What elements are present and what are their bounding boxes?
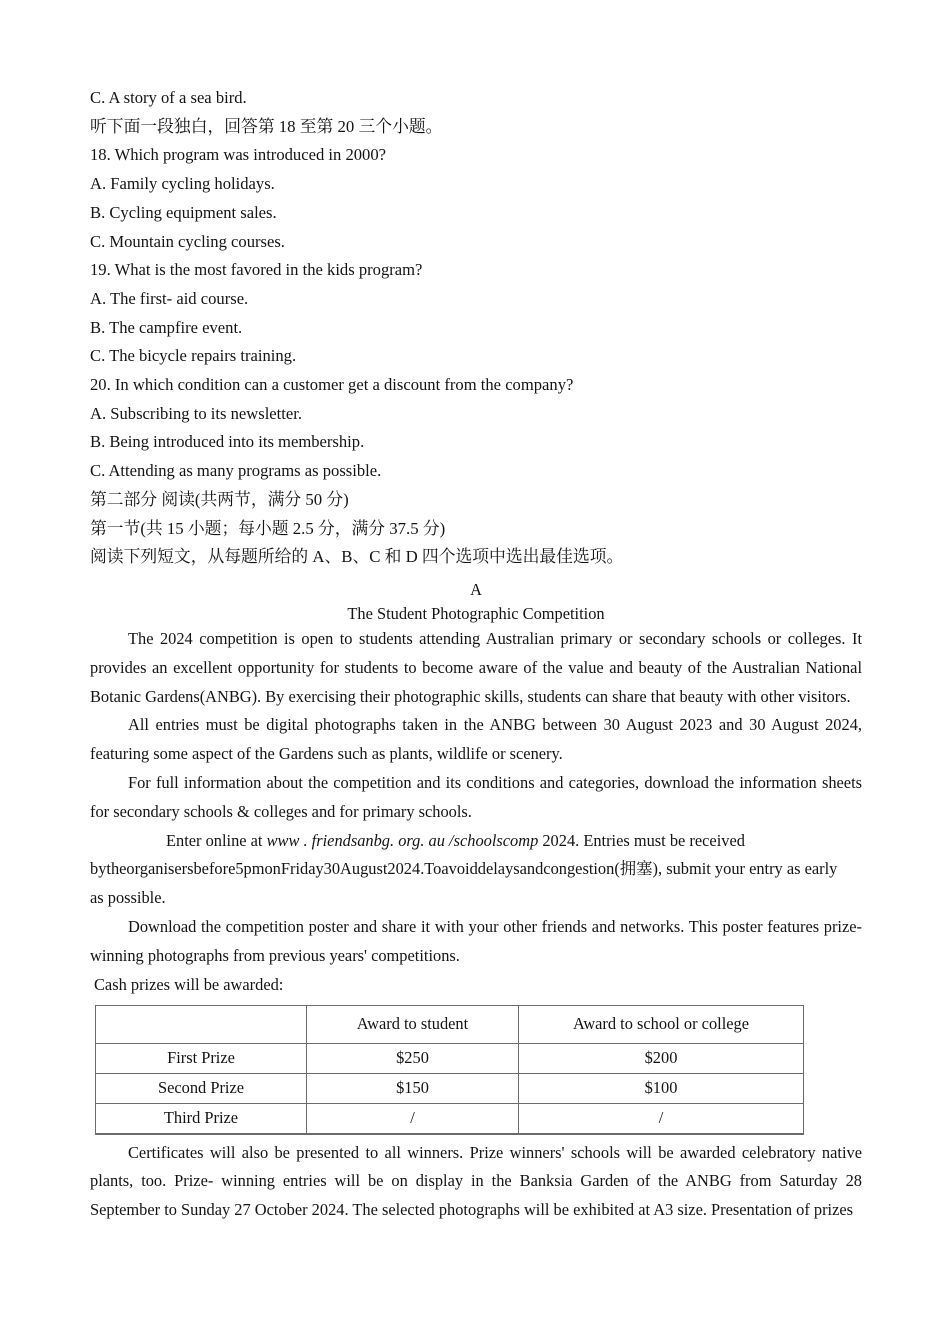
monologue-instruction: 听下面一段独白，回答第 18 至第 20 三个小题。 bbox=[90, 116, 443, 136]
enter-online-after-url: 2024. Entries must be received bbox=[538, 830, 745, 850]
prize-school-first: $200 bbox=[519, 1043, 804, 1073]
reading-instruction: 阅读下列短文，从每题所给的 A、B、C 和 D 四个选项中选出最佳选项。 bbox=[90, 547, 624, 567]
question-19-option-a: A. The first- aid course. bbox=[90, 288, 249, 308]
prize-table-wrapper bbox=[95, 1005, 862, 1135]
question-19-option-c: C. The bicycle repairs training. bbox=[90, 346, 297, 366]
poster-paragraph: Download the competition poster and share it with your other friends and networks. This poster features prize-winning photographs from previous years' competitions. bbox=[90, 916, 862, 965]
passage-letter: A bbox=[470, 579, 482, 599]
question-18-option-a: A. Family cycling holidays. bbox=[90, 174, 275, 194]
page-content bbox=[90, 84, 862, 1225]
prize-school-third: / bbox=[519, 1103, 804, 1134]
prize-student-second: $150 bbox=[307, 1073, 519, 1103]
enter-online-lead: Enter online at bbox=[166, 830, 267, 850]
cash-prizes-lead: Cash prizes will be awarded: bbox=[94, 974, 284, 994]
prize-school-second: $100 bbox=[519, 1073, 804, 1103]
table-header-empty bbox=[96, 1005, 307, 1043]
question-18-stem: 18. Which program was introduced in 2000? bbox=[90, 145, 387, 165]
question-20-stem: 20. In which condition can a customer get a discount from the company? bbox=[90, 375, 574, 395]
passage-paragraph-2: All entries must be digital photographs taken in the ANBG between 30 August 2023 and 30 August 2024, featuring some aspect of the Gardens such as plants, wildlife or scenery. bbox=[90, 715, 862, 764]
question-20-option-a: A. Subscribing to its newsletter. bbox=[90, 403, 303, 423]
closing-paragraph: Certificates will also be presented to all winners. Prize winners' schools will be awarded celebratory native plants, too. Prize- winning entries will be on display in the Banksia Garden of the ANBG from Saturday 28 September to Sunday 27 October 2024. The selected photographs will be exhibited at A3 size. Presentation of prizes bbox=[90, 1142, 862, 1220]
passage-title: The Student Photographic Competition bbox=[347, 603, 605, 623]
passage-paragraph-1: The 2024 competition is open to students attending Australian primary or secondary schools or colleges. It provides an excellent opportunity for students to become aware of the value and beauty of the Australian National Botanic Gardens(ANBG). By exercising their photographic skills, students can share that beauty with other visitors. bbox=[90, 628, 862, 706]
table-header-award-student: Award to student bbox=[307, 1005, 519, 1043]
prize-label-second: Second Prize bbox=[96, 1073, 307, 1103]
passage-paragraph-3: For full information about the competition and its conditions and categories, download the information sheets for secondary schools & colleges and for primary schools. bbox=[90, 772, 862, 821]
enter-online-paragraph bbox=[90, 827, 862, 856]
table-header-row bbox=[96, 1005, 804, 1043]
enter-online-line2: bytheorganisersbefore5pmonFriday30August2024.Toavoiddelaysandcongestion(拥塞), submit your entry as early bbox=[90, 859, 838, 879]
table-header-award-school: Award to school or college bbox=[519, 1005, 804, 1043]
prize-student-third: / bbox=[307, 1103, 519, 1134]
question-18-option-c: C. Mountain cycling courses. bbox=[90, 231, 285, 251]
listening-orphan-option: C. A story of a sea bird. bbox=[90, 88, 247, 107]
prize-student-first: $250 bbox=[307, 1043, 519, 1073]
table-row bbox=[96, 1043, 804, 1073]
reading-part-heading: 第二部分 阅读(共两节，满分 50 分) bbox=[90, 489, 349, 509]
table-row bbox=[96, 1073, 804, 1103]
table-row bbox=[96, 1103, 804, 1134]
prize-label-third: Third Prize bbox=[96, 1103, 307, 1134]
reading-subsection-heading: 第一节(共 15 小题；每小题 2.5 分，满分 37.5 分) bbox=[90, 518, 446, 538]
question-20-option-c: C. Attending as many programs as possible. bbox=[90, 461, 382, 481]
prize-label-first: First Prize bbox=[96, 1043, 307, 1073]
question-19-stem: 19. What is the most favored in the kids program? bbox=[90, 260, 423, 280]
prize-table bbox=[95, 1005, 804, 1135]
question-19-option-b: B. The campfire event. bbox=[90, 317, 243, 337]
question-20-option-b: B. Being introduced into its membership. bbox=[90, 432, 365, 452]
enter-online-line3: as possible. bbox=[90, 888, 166, 908]
question-18-option-b: B. Cycling equipment sales. bbox=[90, 202, 277, 222]
competition-url[interactable]: www . friendsanbg. org. au /schoolscomp bbox=[266, 830, 539, 850]
